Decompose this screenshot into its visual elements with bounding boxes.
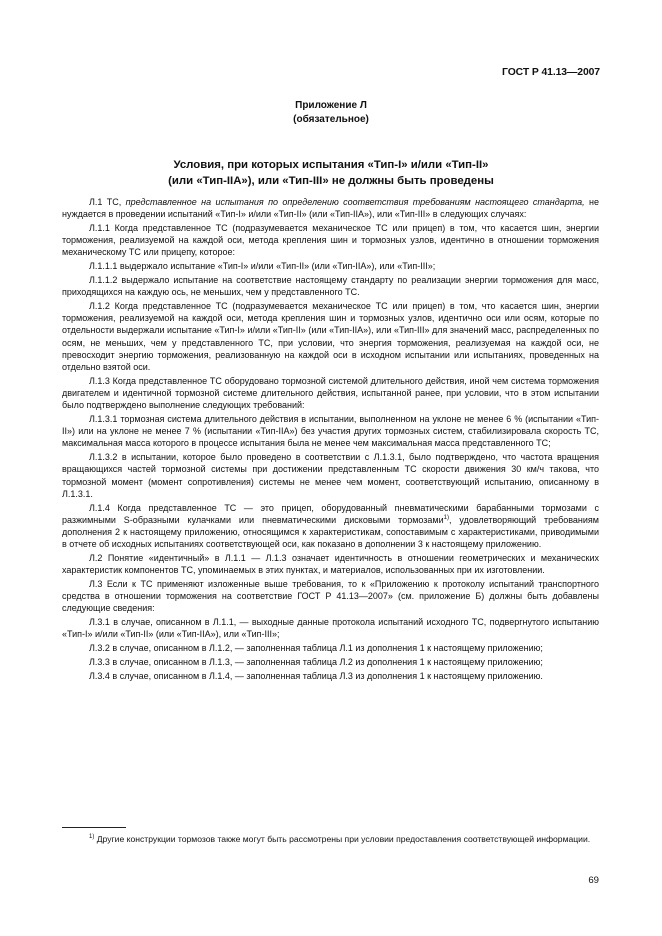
paragraph-l3-4: Л.3.4 в случае, описанном в Л.1.4, — заполненная таблица Л.3 из дополнения 1 к настоящему приложению. — [89, 670, 543, 681]
appendix-heading — [0, 99, 662, 127]
paragraph-l1-3-2: Л.1.3.2 в испытании, которое было проведено в соответствии с Л.1.3.1, было подтверждено, что частота вращения вращающихся частей тормозной системы при достижении представленным ТС скорости движения 30 км/ч такова, что тормозной момент (момент сопротивления) системы не менее чем момент, соответствующий испытанию, описанному в Л.1.3.1. — [62, 452, 599, 499]
paragraph-l1-2: Л.1.2 Когда представленное ТС (подразумевается механическое ТС или прицеп) в том, что касается шин, энергии торможения, реализуемой на каждой оси, метода крепления шин и тормозных узлов, идентично оси или осям, которые по отдельности выдержали испытание «Тип-I» и/или «Тип-II» (или «Тип-IIА»), или «Тип-III» для значений масс, распределенных по осям, не меньших, чем у представленного ТС, при условии, что энергия торможения, реализуемая на каждой оси, не превосходит энергию торможения, реализованную на каждой оси в исходном испытании или испытаниях, проведенных на отдельно взятой оси. — [62, 301, 599, 373]
paragraph-l3-2: Л.3.2 в случае, описанном в Л.1.2, — заполненная таблица Л.1 из дополнения 1 к настоящему приложению; — [89, 643, 543, 654]
footnote-divider — [62, 827, 126, 828]
standard-header: ГОСТ Р 41.13—2007 — [502, 67, 600, 78]
paragraph-l1-1: Л.1.1 Когда представленное ТС (подразумевается механическое ТС или прицеп) в том, что касается шин, энергии торможения, реализуемой на каждой оси, метода крепления шин и тормозных узлов, идентично в отношении торможения механическому ТС или прицепу, которое: — [62, 223, 599, 258]
footnote-marker: 1) — [89, 834, 95, 841]
paragraph-l2: Л.2 Понятие «идентичный» в Л.1.1 — Л.1.3 означает идентичность в отношении геометрических и механических характеристик компонентов ТС, упоминаемых в этих пунктах, и материалов, использованных при их изготовлении. — [62, 553, 599, 576]
page-number: 69 — [588, 875, 599, 886]
paragraph-l1-end: не нуждается в проведении испытаний «Тип-I» и/или «Тип-II» (или «Тип-IIА»), или «Тип-III» в следующих случаях: — [62, 197, 599, 220]
paragraph-l1-italic: представленное на испытания по определению соответствия требованиям настоящего стандарта, — [125, 197, 585, 207]
paragraph-l1-4-end: , удовлетворяющий требованиям дополнения 2 к настоящему приложению, относящимся к характеристикам, сопоставимым с характеристиками, приводимыми в отчете об исходных испытаниях соответствующей оси, как показано в дополнении 3 к настоящему приложению. — [62, 514, 599, 550]
paragraph-l3-1: Л.3.1 в случае, описанном в Л.1.1, — выходные данные протокола испытаний исходного ТС, подвергнутого испытанию «Тип-I» и/или «Тип-II» (или «Тип-IIА»), или «Тип-III»; — [62, 617, 599, 640]
paragraph-l1-4 — [62, 502, 599, 551]
footnote-reference: 1) — [443, 514, 449, 521]
paragraph-l1-1-1: Л.1.1.1 выдержало испытание «Тип-I» и/или «Тип-II» (или «Тип-IIА»), или «Тип-III»; — [89, 261, 436, 272]
paragraph-l3-3: Л.3.3 в случае, описанном в Л.1.3, — заполненная таблица Л.2 из дополнения 1 к настоящему приложению; — [89, 657, 543, 668]
paragraph-l1 — [62, 196, 599, 220]
paragraph-l1-4-start: Л.1.4 Когда представленное ТС — это прицеп, оборудованный пневматическими барабанными тормозами с разжимными S-образными кулачками или пневматическими дисковыми тормозами — [62, 502, 599, 525]
document-body — [62, 196, 599, 684]
section-title-line-1: Условия, при которых испытания «Тип-I» и/или «Тип-II» — [173, 159, 489, 171]
paragraph-l1-3: Л.1.3 Когда представленное ТС оборудовано тормозной системой длительного действия, иной чем система торможения двигателем и идентичной тормозной системе длительного действия, испытанной ранее, при условии, что в этом испытании было подтверждено выполнение следующих требований: — [62, 375, 599, 411]
section-title — [0, 157, 662, 189]
paragraph-l1-1-2: Л.1.1.2 выдержало испытание на соответствие настоящему стандарту по реализации энергии торможения для масс, приходящихся на каждую ось, не меньших, чем у представленного ТС. — [62, 275, 599, 298]
paragraph-l1-start: Л.1 ТС, — [89, 197, 126, 207]
section-title-line-2: (или «Тип-IIА»), или «Тип-III» не должны быть проведены — [168, 175, 494, 187]
appendix-subtitle: (обязательное) — [293, 114, 369, 125]
footnote — [62, 833, 599, 845]
footnote-text: Другие конструкции тормозов также могут быть рассмотрены при условии предоставления соответствующей информации. — [94, 834, 591, 844]
appendix-title: Приложение Л — [295, 100, 367, 111]
paragraph-l3: Л.3 Если к ТС применяют изложенные выше требования, то к «Приложению к протоколу испытаний транспортного средства в отношении торможения на соответствие ГОСТ Р 41.13—2007» (см. приложение Б) должны быть добавлены следующие сведения: — [62, 579, 599, 614]
paragraph-l1-3-1: Л.1.3.1 тормозная система длительного действия в испытании, выполненном на уклоне не менее 6 % (испытании «Тип-II») или на уклоне не менее 7 % (испытании «Тип-IIА») без участия других тормозных систем, стабилизировала скорость ТС, максимальная масса которого в процессе испытания была не менее чем максимальная масса представленного ТС; — [62, 414, 599, 449]
